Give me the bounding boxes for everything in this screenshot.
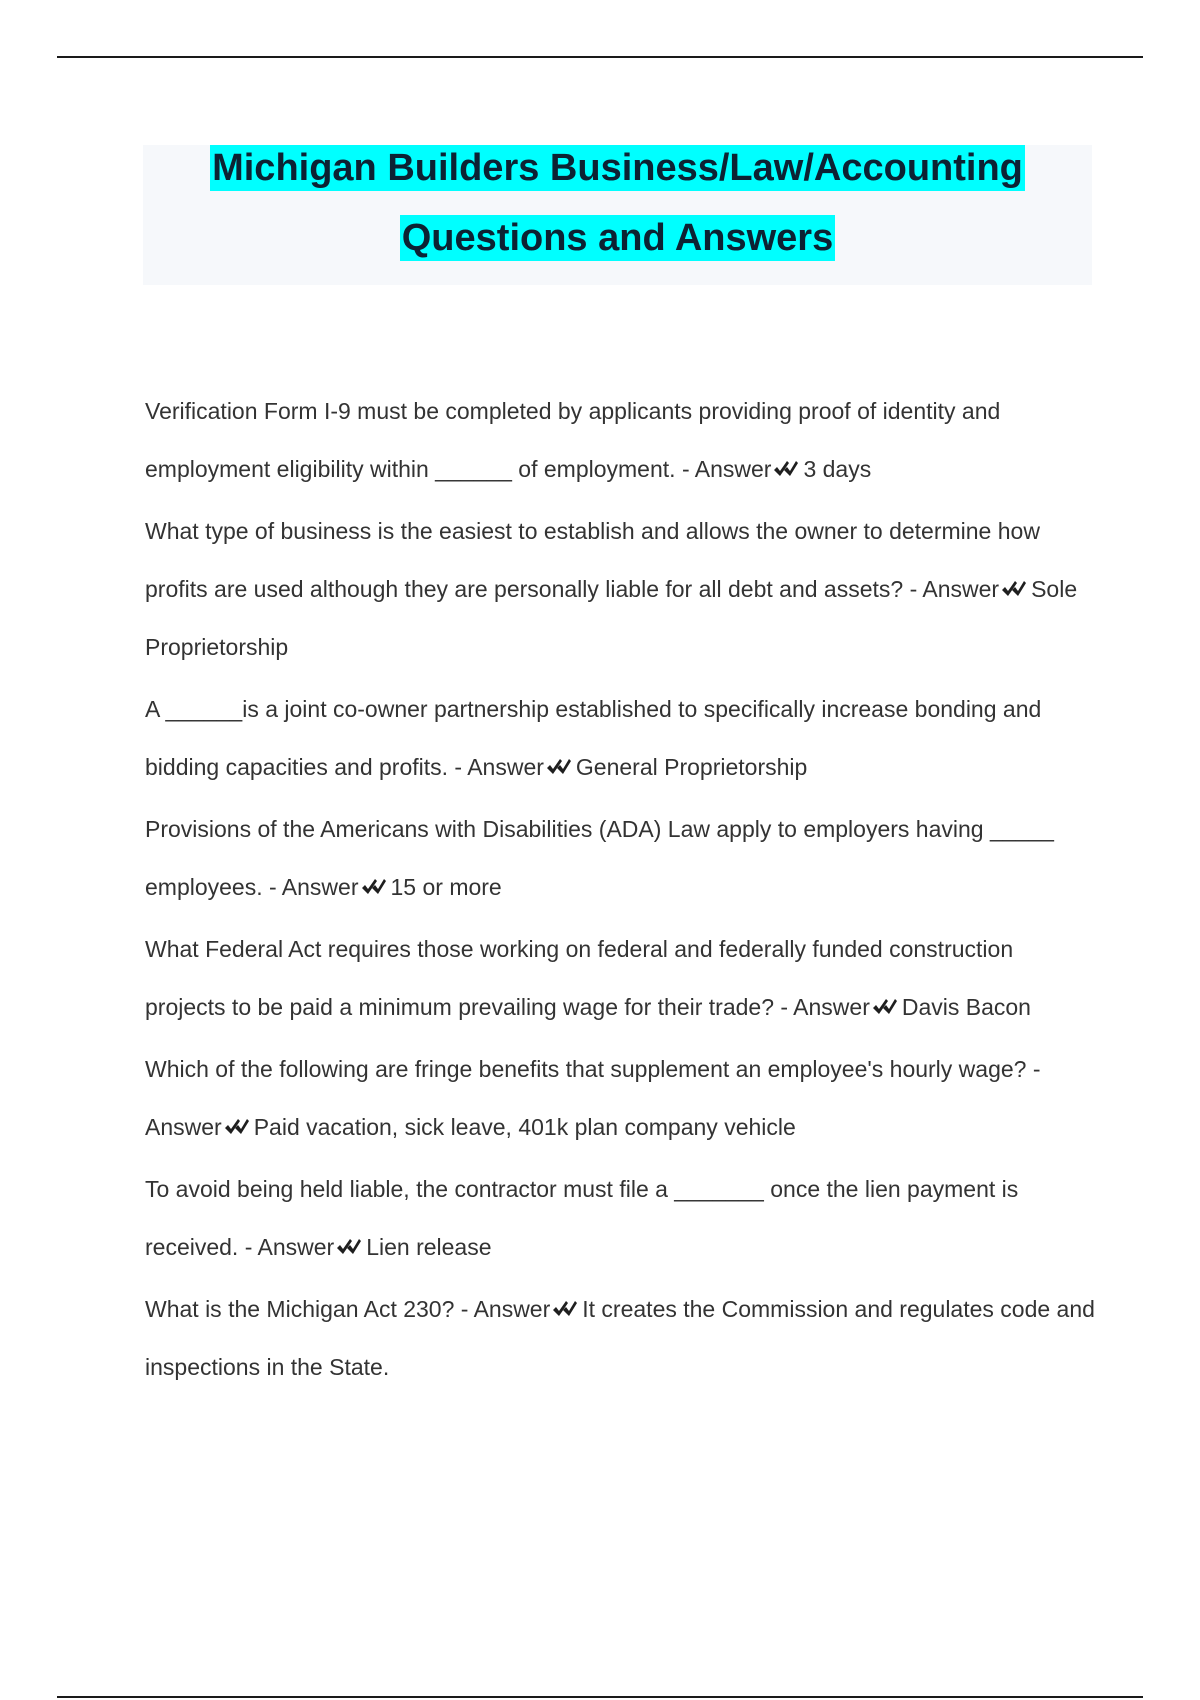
qa-item (145, 800, 1095, 916)
qa-item (145, 1040, 1095, 1156)
qa-item (145, 680, 1095, 796)
double-check-icon (1001, 578, 1027, 600)
double-check-icon (224, 1116, 250, 1138)
qa-item (145, 920, 1095, 1036)
double-check-icon (872, 996, 898, 1018)
double-check-icon (773, 458, 799, 480)
bottom-rule (57, 1696, 1143, 1698)
answer-text: Davis Bacon (901, 994, 1031, 1020)
qa-item (145, 502, 1095, 676)
question-text: To avoid being held liable, the contractor must file a _______ once the lien payment is received. - (145, 1176, 1019, 1260)
qa-list (145, 382, 1095, 1400)
top-rule (57, 56, 1143, 58)
question-text: What is the Michigan Act 230? - (145, 1296, 474, 1322)
qa-item (145, 382, 1095, 498)
qa-item (145, 1280, 1095, 1396)
question-text: What type of business is the easiest to establish and allows the owner to determine how profits are used although they are personally liable for all debt and assets? - (145, 518, 1040, 602)
answer-label: Answer (145, 1114, 222, 1140)
answer-text: Lien release (366, 1234, 492, 1260)
answer-label: Answer (694, 456, 772, 482)
title-banner (143, 145, 1092, 285)
double-check-icon (552, 1298, 578, 1320)
double-check-icon (546, 756, 572, 778)
answer-text: Paid vacation, sick leave, 401k plan company vehicle (253, 1114, 796, 1140)
question-text: A ______is a joint co-owner partnership established to specifically increase bonding and bidding capacities and profits. - (145, 696, 1042, 780)
answer-text: 15 or more (390, 874, 502, 900)
answer-text: It creates the Commission and regulates code and inspections in the State. (145, 1296, 1095, 1380)
question-text: Verification Form I-9 must be completed by applicants providing proof of identity and employment eligibility within ______ of employment. - (145, 398, 1001, 482)
answer-text: Sole Proprietorship (145, 576, 1078, 660)
question-text: Provisions of the Americans with Disabilities (ADA) Law apply to employers having _____ employees. - (145, 816, 1054, 900)
question-text: Which of the following are fringe benefits that supplement an employee's hourly wage? - (145, 1056, 1041, 1082)
answer-label: Answer (473, 1296, 551, 1322)
answer-label: Answer (922, 576, 1000, 602)
answer-label: Answer (467, 754, 544, 780)
question-text: What Federal Act requires those working on federal and federally funded construction projects to be paid a minimum prevailing wage for their trade? - (145, 936, 1014, 1020)
answer-text: General Proprietorship (575, 754, 808, 780)
qa-item (145, 1160, 1095, 1276)
page-title-line-2: Questions and Answers (401, 217, 834, 259)
answer-label: Answer (257, 1234, 335, 1260)
double-check-icon (361, 876, 387, 898)
answer-label: Answer (793, 994, 870, 1020)
answer-label: Answer (281, 874, 359, 900)
answer-text: 3 days (803, 456, 872, 482)
page-title-line-1: Michigan Builders Business/Law/Accounting (212, 147, 1023, 189)
double-check-icon (336, 1236, 362, 1258)
